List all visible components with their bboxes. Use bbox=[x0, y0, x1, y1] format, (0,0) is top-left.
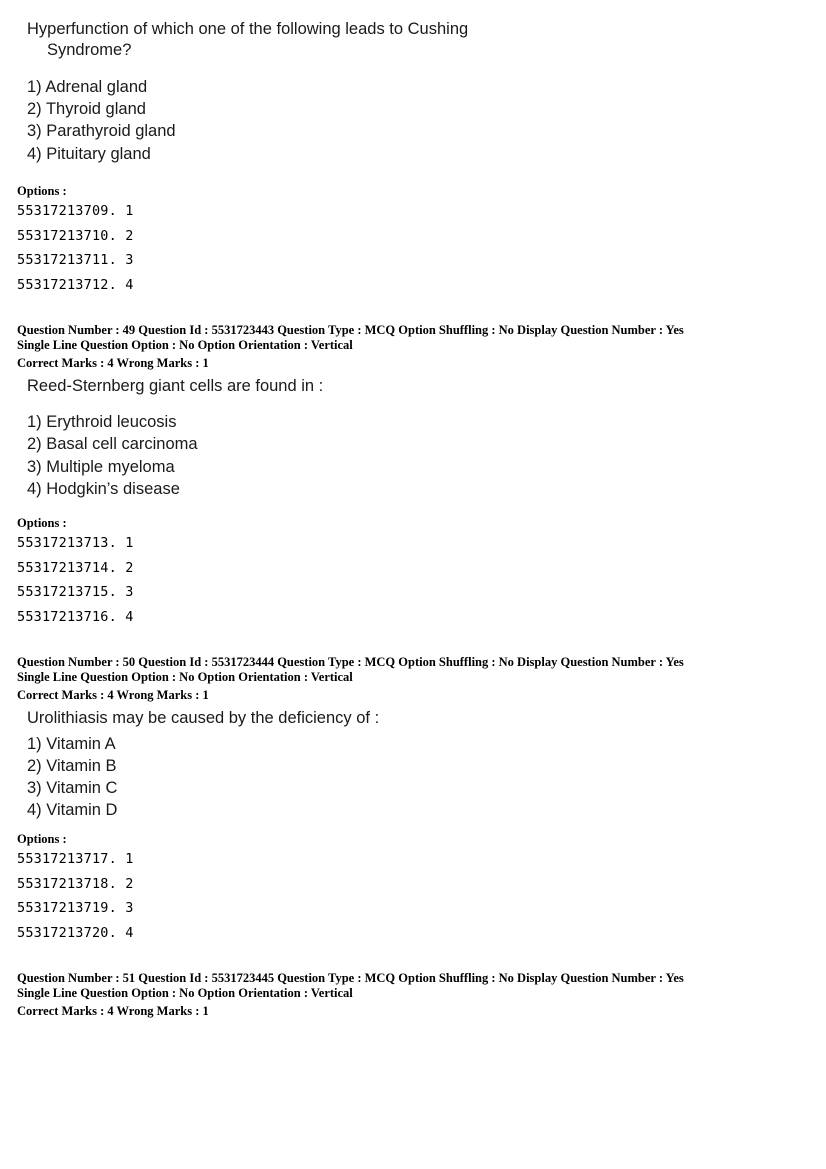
choice-4: 4) Hodgkin’s disease bbox=[27, 480, 180, 498]
choice-2: 2) Basal cell carcinoma bbox=[27, 435, 198, 453]
choice-1: 1) Erythroid leucosis bbox=[27, 413, 177, 431]
option-id: 55317213709. 1 bbox=[17, 203, 134, 219]
option-id: 55317213717. 1 bbox=[17, 851, 134, 867]
option-id: 55317213712. 4 bbox=[17, 277, 134, 293]
question-text: Reed-Sternberg giant cells are found in : bbox=[27, 377, 324, 395]
option-id: 55317213714. 2 bbox=[17, 560, 134, 576]
question-marks: Correct Marks : 4 Wrong Marks : 1 bbox=[17, 1004, 209, 1018]
question-meta-line2: Single Line Question Option : No Option Orientation : Vertical bbox=[17, 670, 353, 684]
question-meta: Question Number : 49 Question Id : 5531723443 Question Type : MCQ Option Shuffling : No Display Question Number : Yes bbox=[17, 323, 684, 337]
option-id: 55317213713. 1 bbox=[17, 535, 134, 551]
choice-4: 4) Pituitary gland bbox=[27, 145, 151, 163]
question-text: Urolithiasis may be caused by the deficiency of : bbox=[27, 709, 380, 727]
choice-2: 2) Thyroid gland bbox=[27, 100, 146, 118]
question-meta: Question Number : 51 Question Id : 5531723445 Question Type : MCQ Option Shuffling : No Display Question Number : Yes bbox=[17, 971, 684, 985]
choice-4: 4) Vitamin D bbox=[27, 801, 118, 819]
option-id: 55317213720. 4 bbox=[17, 925, 134, 941]
question-meta-line2: Single Line Question Option : No Option Orientation : Vertical bbox=[17, 338, 353, 352]
question-marks: Correct Marks : 4 Wrong Marks : 1 bbox=[17, 688, 209, 702]
options-label: Options : bbox=[17, 184, 67, 198]
choice-1: 1) Adrenal gland bbox=[27, 78, 148, 96]
question-meta: Question Number : 50 Question Id : 5531723444 Question Type : MCQ Option Shuffling : No Display Question Number : Yes bbox=[17, 655, 684, 669]
options-label: Options : bbox=[17, 516, 67, 530]
option-id: 55317213719. 3 bbox=[17, 900, 134, 916]
option-id: 55317213718. 2 bbox=[17, 876, 134, 892]
question-marks: Correct Marks : 4 Wrong Marks : 1 bbox=[17, 356, 209, 370]
question-text-continued: Syndrome? bbox=[47, 41, 132, 59]
choice-2: 2) Vitamin B bbox=[27, 757, 117, 775]
choice-3: 3) Parathyroid gland bbox=[27, 122, 176, 140]
option-id: 55317213711. 3 bbox=[17, 252, 134, 268]
question-meta-line2: Single Line Question Option : No Option Orientation : Vertical bbox=[17, 986, 353, 1000]
choice-3: 3) Vitamin C bbox=[27, 779, 118, 797]
choice-3: 3) Multiple myeloma bbox=[27, 458, 175, 476]
choice-1: 1) Vitamin A bbox=[27, 735, 116, 753]
option-id: 55317213710. 2 bbox=[17, 228, 134, 244]
option-id: 55317213716. 4 bbox=[17, 609, 134, 625]
option-id: 55317213715. 3 bbox=[17, 584, 134, 600]
question-text: Hyperfunction of which one of the following leads to Cushing bbox=[27, 20, 469, 38]
options-label: Options : bbox=[17, 832, 67, 846]
